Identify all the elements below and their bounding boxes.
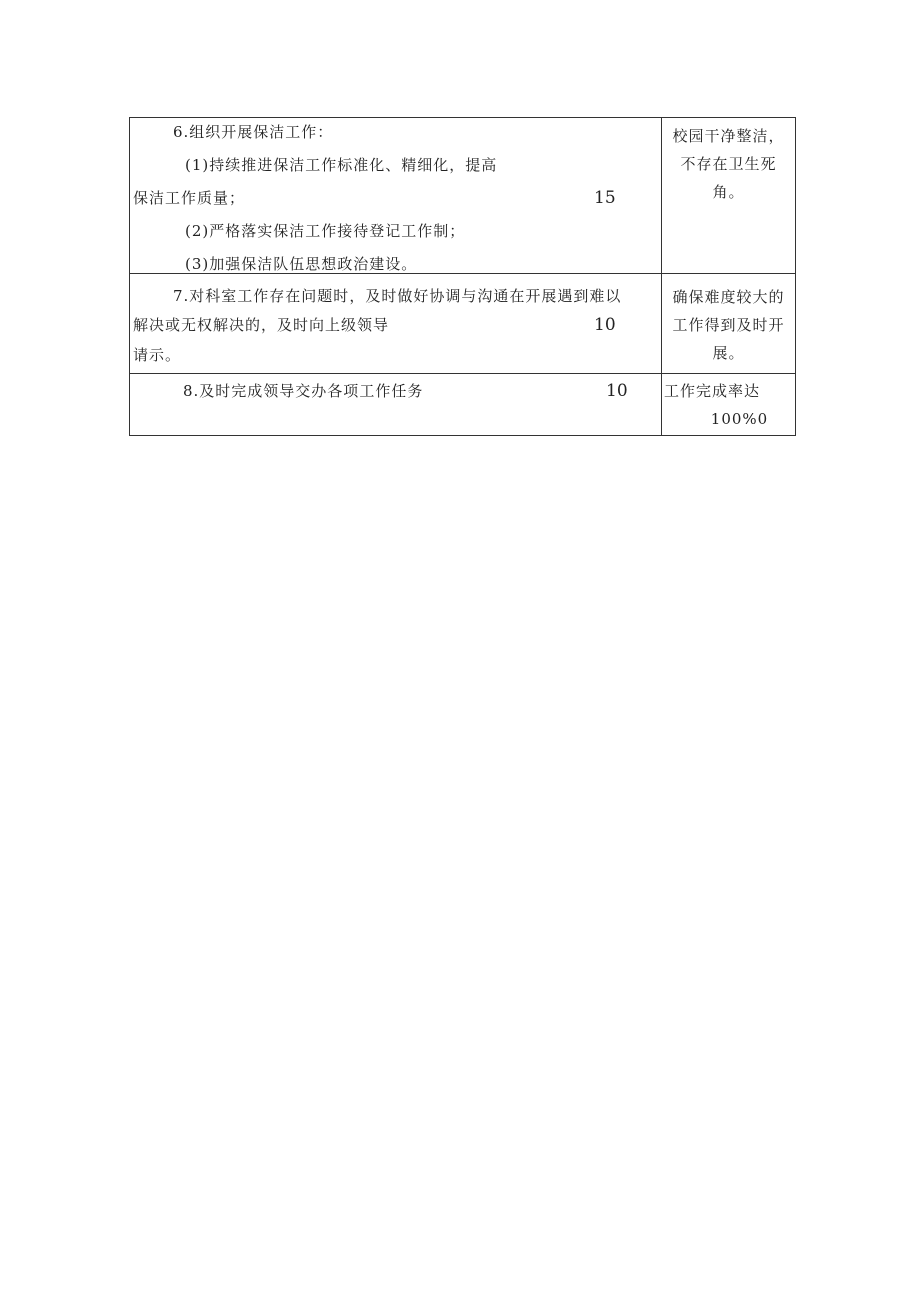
task-line: (1)持续推进保洁工作标准化、精细化，提高 bbox=[185, 156, 498, 174]
outcome-line: 展。 bbox=[712, 344, 745, 362]
outcome-line: 工作得到及时开 bbox=[672, 316, 785, 334]
outcome-cell bbox=[662, 374, 796, 436]
score-value: 15 bbox=[594, 188, 616, 208]
outcome-line: 工作完成率达 bbox=[664, 382, 761, 400]
task-line: 6.组织开展保洁工作： bbox=[173, 123, 334, 141]
task-description-cell bbox=[130, 274, 662, 374]
task-line: 请示。 bbox=[133, 346, 182, 364]
outcome-line: 100%0 bbox=[710, 410, 769, 428]
score-value: 10 bbox=[594, 315, 616, 335]
task-description-cell bbox=[130, 374, 662, 436]
outcome-line: 确保难度较大的 bbox=[672, 288, 785, 306]
score-value: 10 bbox=[606, 381, 628, 401]
task-table bbox=[129, 117, 796, 436]
outcome-cell bbox=[662, 118, 796, 274]
task-line: 解决或无权解决的，及时向上级领导 bbox=[133, 316, 390, 334]
task-description-cell bbox=[130, 118, 662, 274]
task-line: 8.及时完成领导交办各项工作任务 bbox=[183, 382, 424, 400]
outcome-cell bbox=[662, 274, 796, 374]
outcome-line: 角。 bbox=[712, 183, 745, 201]
outcome-line: 校园干净整洁， bbox=[672, 127, 785, 145]
task-line: 保洁工作质量； bbox=[133, 189, 246, 207]
table-row bbox=[130, 274, 796, 374]
outcome-line: 不存在卫生死 bbox=[680, 155, 777, 173]
task-line: (2)严格落实保洁工作接待登记工作制； bbox=[185, 222, 466, 240]
table-row bbox=[130, 374, 796, 436]
task-line: 7.对科室工作存在问题时，及时做好协调与沟通在开展遇到难以 bbox=[173, 287, 622, 305]
task-line: (3)加强保洁队伍思想政治建设。 bbox=[185, 255, 418, 273]
table-row bbox=[130, 118, 796, 274]
